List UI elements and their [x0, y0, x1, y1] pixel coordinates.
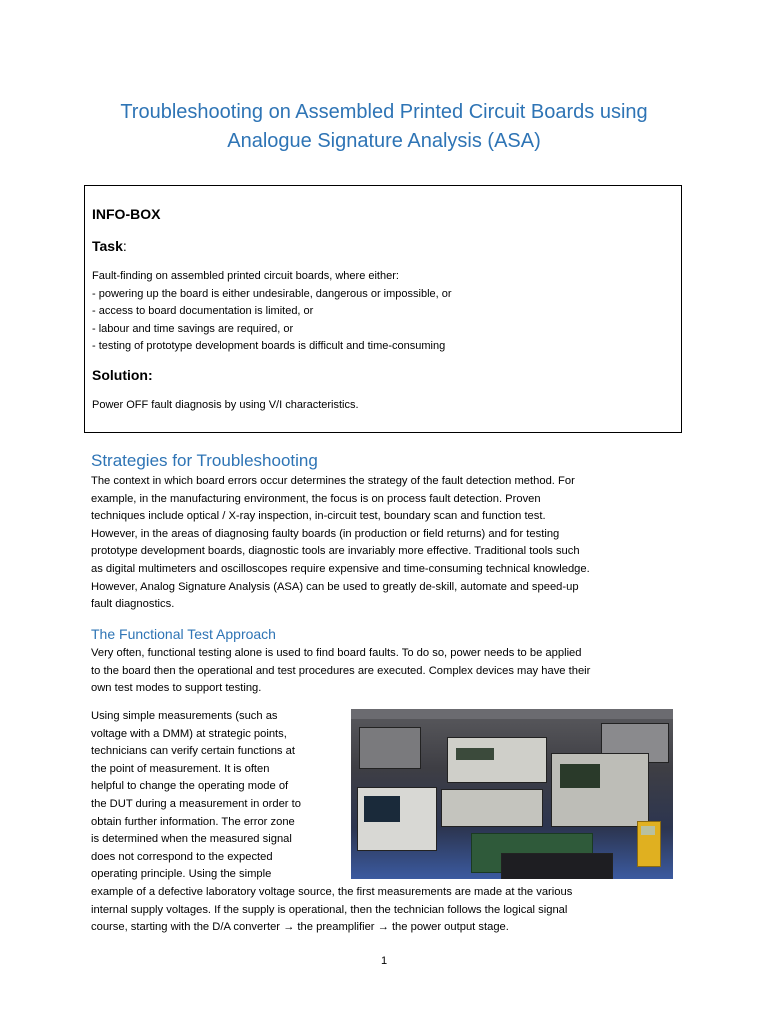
functional-test-continued — [91, 884, 572, 937]
paragraph-line: techniques include optical / X-ray inspection, in-circuit test, boundary scan and function test. — [91, 510, 546, 523]
paragraph-line: technicians can verify certain functions at — [91, 745, 295, 758]
shelf — [351, 709, 673, 719]
paragraph-line: fault diagnostics. — [91, 598, 175, 611]
paragraph-line: However, Analog Signature Analysis (ASA) can be used to greatly de-skill, automate and speed-up — [91, 580, 579, 593]
paragraph-line: course, starting with the D/A converter → the preamplifier → the power output stage. — [91, 921, 509, 934]
paragraph-line: operating principle. Using the simple — [91, 868, 272, 881]
section-heading-functional-test: The Functional Test Approach — [91, 626, 276, 642]
solution-label: Solution: — [92, 367, 153, 383]
power-supply — [501, 853, 613, 879]
document-title — [60, 98, 708, 156]
paragraph-line: the point of measurement. It is often — [91, 762, 270, 775]
functional-test-intro — [91, 645, 590, 698]
info-box — [84, 185, 682, 433]
task-label-text: Task — [92, 238, 123, 254]
generator-display — [456, 748, 494, 760]
paragraph-line: Very often, functional testing alone is used to find board faults. To do so, power needs to be applied — [91, 647, 582, 659]
multimeter — [637, 821, 661, 867]
oscilloscope — [357, 787, 437, 851]
paragraph-line: prototype development boards, diagnostic tools are invariably more effective. Traditional tools such — [91, 545, 580, 558]
bench-instrument — [441, 789, 543, 827]
paragraph-line: does not correspond to the expected — [91, 850, 273, 863]
oscilloscope-screen — [364, 796, 400, 822]
analyzer-screen — [560, 764, 600, 788]
section-heading-strategies: Strategies for Troubleshooting — [91, 451, 318, 470]
paragraph-line: example, in the manufacturing environment, the focus is on process fault detection. Proven — [91, 492, 541, 505]
paragraph-line: example of a defective laboratory voltage source, the first measurements are made at the various — [91, 886, 573, 898]
strategies-paragraph — [91, 473, 590, 614]
functional-test-wrap-text — [91, 708, 301, 884]
task-line: - access to board documentation is limited, or — [92, 305, 314, 317]
paragraph-line: internal supply voltages. If the supply is operational, then the technician follows the logical signal — [91, 903, 568, 916]
task-line: - powering up the board is either undesirable, dangerous or impossible, or — [92, 287, 452, 300]
task-label — [92, 238, 127, 254]
paragraph-line: is determined when the measured signal — [91, 833, 292, 846]
paragraph-line: to the board then the operational and test procedures are executed. Complex devices may have their — [91, 664, 591, 677]
paragraph-line: However, in the areas of diagnosing faulty boards (in production or field returns) and for testing — [91, 527, 560, 540]
paragraph-line: own test modes to support testing. — [91, 682, 262, 695]
paragraph-line: as digital multimeters and oscilloscopes require expensive and time-consuming technical knowledge. — [91, 562, 590, 575]
page-number: 1 — [380, 955, 388, 967]
paragraph-line: Using simple measurements (such as — [91, 710, 278, 722]
task-line: - testing of prototype development boards is difficult and time-consuming — [92, 340, 446, 352]
multimeter-display — [641, 826, 655, 835]
title-line-2: Analogue Signature Analysis (ASA) — [227, 130, 541, 152]
task-label-colon: : — [122, 238, 127, 254]
info-box-heading: INFO-BOX — [92, 206, 161, 222]
paragraph-line: the DUT during a measurement in order to — [91, 797, 301, 810]
paragraph-line: voltage with a DMM) at strategic points, — [91, 727, 287, 740]
paragraph-line: helpful to change the operating mode of — [91, 780, 289, 793]
signal-generator — [447, 737, 547, 783]
instrument-back-left — [359, 727, 421, 769]
analyzer — [551, 753, 649, 827]
solution-text: Power OFF fault diagnosis by using V/I characteristics. — [92, 399, 359, 411]
task-line: Fault-finding on assembled printed circuit boards, where either: — [92, 270, 399, 282]
task-line: - labour and time savings are required, or — [92, 322, 294, 335]
paragraph-line: obtain further information. The error zone — [91, 815, 295, 828]
lab-equipment-photo — [351, 709, 673, 879]
paragraph-line: The context in which board errors occur determines the strategy of the fault detection method. For — [91, 475, 575, 487]
title-line-1: Troubleshooting on Assembled Printed Circuit Boards using — [120, 101, 648, 123]
task-description — [92, 268, 452, 356]
